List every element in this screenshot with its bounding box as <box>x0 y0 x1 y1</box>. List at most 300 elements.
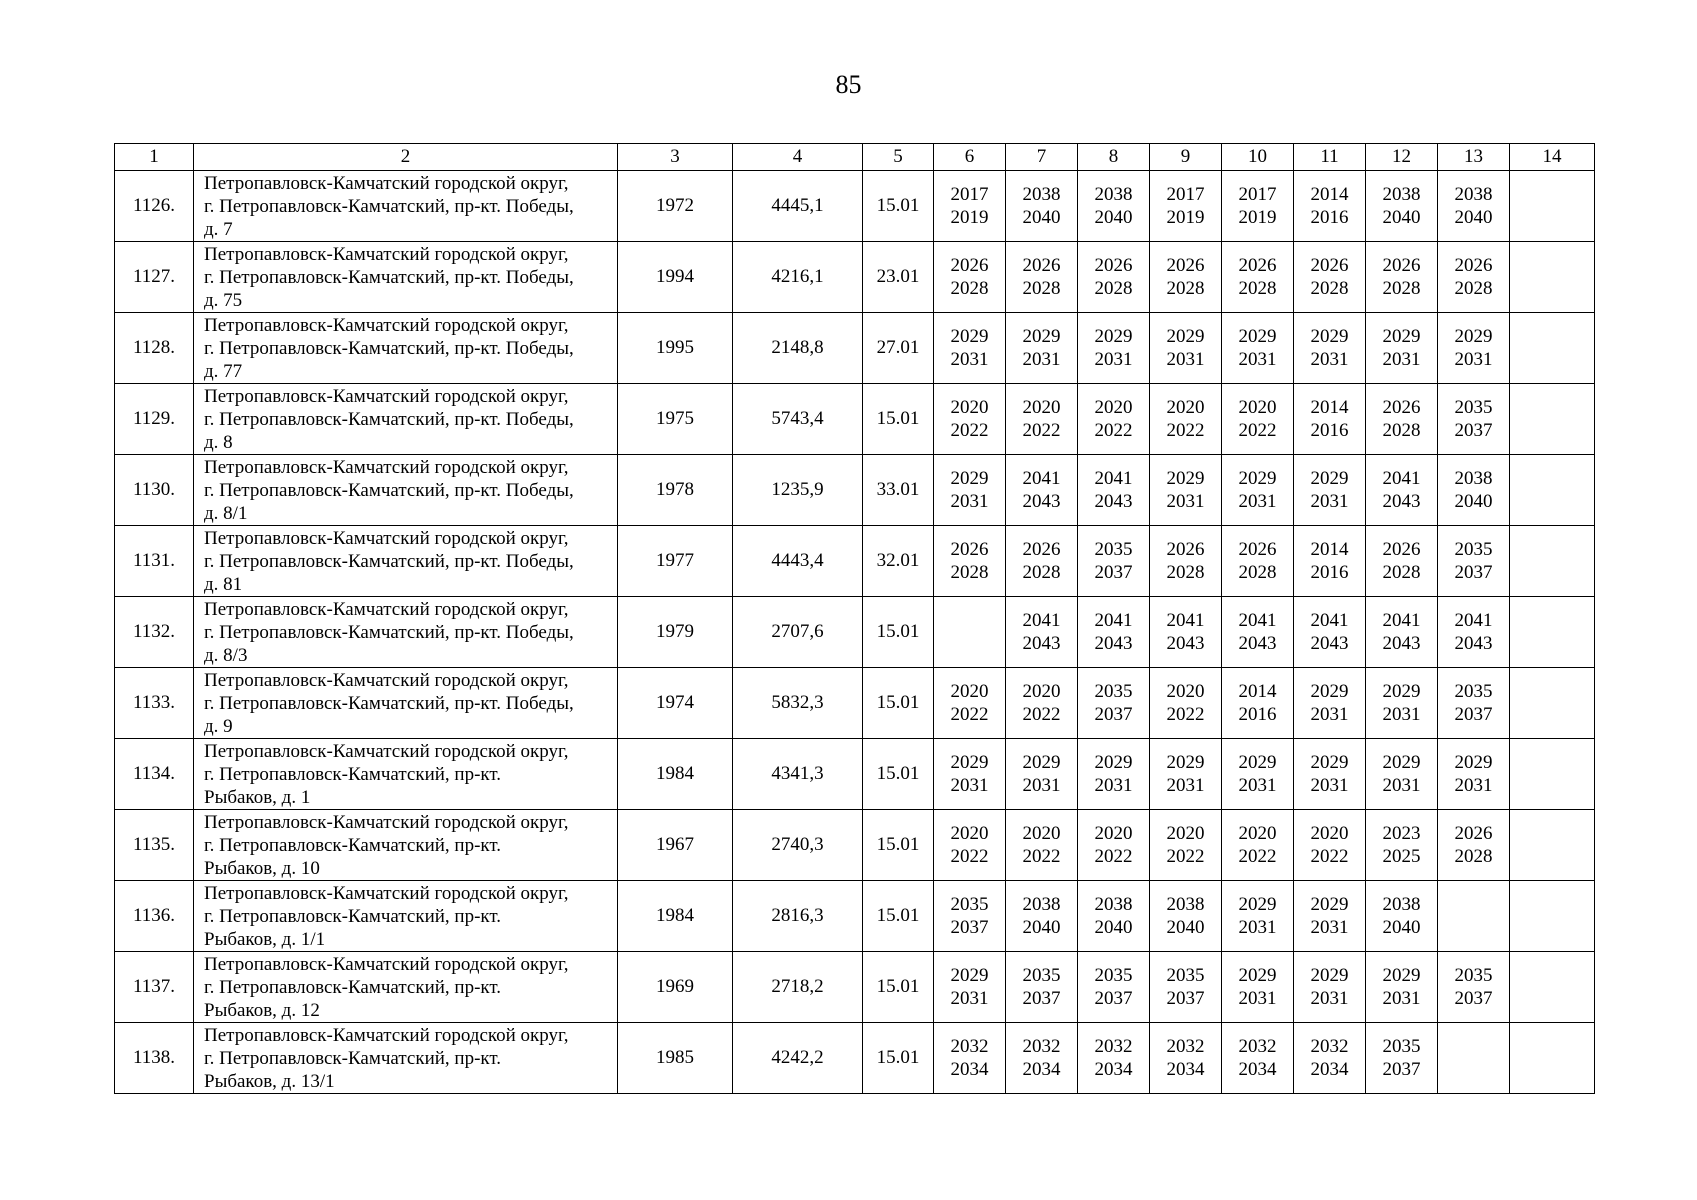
period-start-year: 2035 <box>1454 397 1493 418</box>
repair-period-13 <box>1438 597 1510 668</box>
repair-period-11 <box>1294 526 1366 597</box>
repair-period-8 <box>1078 597 1150 668</box>
period-end-year: 2040 <box>1022 207 1061 228</box>
address-cell <box>194 668 618 739</box>
period-start-year: 2014 <box>1238 681 1277 702</box>
period-end-year: 2037 <box>1094 704 1133 725</box>
address-line: г. Петропавловск-Камчатский, пр-кт. Победы, <box>204 692 574 714</box>
repair-period-7 <box>1006 384 1078 455</box>
address-line: Петропавловск-Камчатский городской округ, <box>204 314 569 336</box>
period-end-year: 2022 <box>1166 704 1205 725</box>
address-line: д. 8 <box>204 431 233 453</box>
period-end-year: 2028 <box>1166 562 1205 583</box>
address-cell <box>194 526 618 597</box>
period-end-year: 2043 <box>1094 633 1133 654</box>
period-end-year: 2028 <box>1022 562 1061 583</box>
header-row <box>115 144 1595 171</box>
period-end-year: 2022 <box>1094 420 1133 441</box>
build-year: 1967 <box>618 810 733 881</box>
total-area: 5743,4 <box>733 384 863 455</box>
column-header-7: 7 <box>1006 144 1078 171</box>
repair-period-13 <box>1438 739 1510 810</box>
column-14-cell <box>1510 242 1595 313</box>
period-start-year: 2029 <box>1094 752 1133 773</box>
period-start-year: 2020 <box>950 681 989 702</box>
period-end-year: 2031 <box>950 775 989 796</box>
table-row <box>115 242 1595 313</box>
period-end-year: 2031 <box>1238 349 1277 370</box>
address-line: Петропавловск-Камчатский городской округ, <box>204 1024 569 1046</box>
address-line: д. 75 <box>204 289 243 311</box>
period-end-year: 2040 <box>1382 207 1421 228</box>
repair-period-8 <box>1078 668 1150 739</box>
build-year: 1995 <box>618 313 733 384</box>
period-end-year: 2034 <box>1094 1059 1133 1080</box>
column-14-cell <box>1510 526 1595 597</box>
column-14-cell <box>1510 313 1595 384</box>
build-year: 1969 <box>618 952 733 1023</box>
period-start-year: 2029 <box>1022 326 1061 347</box>
period-start-year: 2029 <box>1454 326 1493 347</box>
period-end-year: 2031 <box>1166 349 1205 370</box>
repair-period-10 <box>1222 668 1294 739</box>
repair-period-10 <box>1222 810 1294 881</box>
period-start-year: 2026 <box>1238 255 1277 276</box>
repair-period-10 <box>1222 1023 1294 1094</box>
table-row <box>115 171 1595 242</box>
repair-period-10 <box>1222 739 1294 810</box>
build-year: 1984 <box>618 739 733 810</box>
period-start-year: 2035 <box>950 894 989 915</box>
period-start-year: 2026 <box>1382 397 1421 418</box>
repair-period-7 <box>1006 1023 1078 1094</box>
column-header-1: 1 <box>115 144 194 171</box>
address-line: д. 77 <box>204 360 243 382</box>
period-end-year: 2040 <box>1094 917 1133 938</box>
address-cell <box>194 242 618 313</box>
period-start-year: 2020 <box>1094 823 1133 844</box>
period-end-year: 2037 <box>1454 562 1493 583</box>
repair-period-11 <box>1294 455 1366 526</box>
period-end-year: 2031 <box>950 988 989 1009</box>
period-start-year: 2029 <box>1166 326 1205 347</box>
table-row <box>115 881 1595 952</box>
address-line: г. Петропавловск-Камчатский, пр-кт. <box>204 834 502 856</box>
period-start-year: 2020 <box>1166 397 1205 418</box>
period-end-year: 2016 <box>1238 704 1277 725</box>
period-start-year: 2029 <box>950 965 989 986</box>
address-line: г. Петропавловск-Камчатский, пр-кт. Победы, <box>204 408 574 430</box>
repair-period-9 <box>1150 952 1222 1023</box>
address-line: Рыбаков, д. 13/1 <box>204 1070 335 1092</box>
period-end-year: 2028 <box>1382 420 1421 441</box>
period-end-year: 2031 <box>1094 775 1133 796</box>
repair-period-7 <box>1006 526 1078 597</box>
column-14-cell <box>1510 810 1595 881</box>
period-start-year: 2026 <box>1310 255 1349 276</box>
column-header-4: 4 <box>733 144 863 171</box>
period-end-year: 2016 <box>1310 207 1349 228</box>
repair-period-13 <box>1438 171 1510 242</box>
address-cell <box>194 952 618 1023</box>
repair-period-7 <box>1006 952 1078 1023</box>
repair-period-8 <box>1078 313 1150 384</box>
repair-period-12 <box>1366 810 1438 881</box>
repair-period-13 <box>1438 384 1510 455</box>
repair-period-6 <box>934 313 1006 384</box>
repair-period-8 <box>1078 455 1150 526</box>
repair-period-9 <box>1150 810 1222 881</box>
table-row <box>115 384 1595 455</box>
period-end-year: 2031 <box>1166 775 1205 796</box>
repair-period-7 <box>1006 313 1078 384</box>
repair-period-12 <box>1366 455 1438 526</box>
address-line: Рыбаков, д. 12 <box>204 999 320 1021</box>
period-end-year: 2031 <box>950 491 989 512</box>
period-start-year: 2029 <box>1310 894 1349 915</box>
repair-period-6 <box>934 597 1006 668</box>
period-start-year: 2029 <box>1022 752 1061 773</box>
build-year: 1985 <box>618 1023 733 1094</box>
column-14-cell <box>1510 597 1595 668</box>
period-end-year: 2034 <box>1166 1059 1205 1080</box>
period-start-year: 2029 <box>1382 965 1421 986</box>
period-end-year: 2037 <box>1454 704 1493 725</box>
address-line: д. 9 <box>204 715 233 737</box>
table-row <box>115 526 1595 597</box>
address-line: д. 81 <box>204 573 243 595</box>
repair-period-11 <box>1294 597 1366 668</box>
period-end-year: 2043 <box>1166 633 1205 654</box>
period-start-year: 2020 <box>1166 681 1205 702</box>
period-end-year: 2043 <box>1022 633 1061 654</box>
period-end-year: 2028 <box>1382 562 1421 583</box>
address-line: Рыбаков, д. 1/1 <box>204 928 326 950</box>
period-end-year: 2028 <box>1238 562 1277 583</box>
total-area: 2707,6 <box>733 597 863 668</box>
period-end-year: 2031 <box>1094 349 1133 370</box>
repair-period-7 <box>1006 881 1078 952</box>
period-start-year: 2026 <box>1238 539 1277 560</box>
period-end-year: 2037 <box>1166 988 1205 1009</box>
column-14-cell <box>1510 171 1595 242</box>
period-end-year: 2040 <box>1454 491 1493 512</box>
period-start-year: 2041 <box>1382 610 1421 631</box>
period-start-year: 2038 <box>1022 894 1061 915</box>
structure-code: 15.01 <box>863 881 934 952</box>
repair-period-12 <box>1366 952 1438 1023</box>
period-end-year: 2031 <box>1310 988 1349 1009</box>
period-start-year: 2038 <box>1454 468 1493 489</box>
repair-period-10 <box>1222 171 1294 242</box>
repair-period-12 <box>1366 881 1438 952</box>
period-start-year: 2035 <box>1094 681 1133 702</box>
repair-period-9 <box>1150 881 1222 952</box>
period-start-year: 2026 <box>1166 255 1205 276</box>
period-start-year: 2029 <box>1238 965 1277 986</box>
total-area: 2816,3 <box>733 881 863 952</box>
address-line: г. Петропавловск-Камчатский, пр-кт. Победы, <box>204 337 574 359</box>
address-line: Рыбаков, д. 10 <box>204 857 320 879</box>
period-end-year: 2031 <box>1382 704 1421 725</box>
period-end-year: 2037 <box>1022 988 1061 1009</box>
address-line: Петропавловск-Камчатский городской округ, <box>204 243 569 265</box>
repair-period-11 <box>1294 881 1366 952</box>
address-line: г. Петропавловск-Камчатский, пр-кт. <box>204 976 502 998</box>
period-end-year: 2019 <box>1166 207 1205 228</box>
column-14-cell <box>1510 739 1595 810</box>
column-header-6: 6 <box>934 144 1006 171</box>
period-end-year: 2022 <box>950 704 989 725</box>
total-area: 4445,1 <box>733 171 863 242</box>
period-start-year: 2029 <box>1094 326 1133 347</box>
page-number: 85 <box>835 70 862 99</box>
repair-period-13 <box>1438 526 1510 597</box>
repair-period-12 <box>1366 384 1438 455</box>
repair-period-13 <box>1438 881 1510 952</box>
structure-code: 15.01 <box>863 384 934 455</box>
repair-period-10 <box>1222 313 1294 384</box>
period-start-year: 2029 <box>1310 681 1349 702</box>
build-year: 1984 <box>618 881 733 952</box>
period-start-year: 2041 <box>1022 468 1061 489</box>
period-end-year: 2043 <box>1238 633 1277 654</box>
repair-period-7 <box>1006 739 1078 810</box>
repair-period-9 <box>1150 739 1222 810</box>
column-header-12: 12 <box>1366 144 1438 171</box>
period-start-year: 2035 <box>1022 965 1061 986</box>
period-start-year: 2041 <box>1310 610 1349 631</box>
repair-period-12 <box>1366 313 1438 384</box>
period-start-year: 2029 <box>1238 326 1277 347</box>
repair-period-10 <box>1222 242 1294 313</box>
repair-period-8 <box>1078 242 1150 313</box>
period-end-year: 2031 <box>1310 491 1349 512</box>
total-area: 4242,2 <box>733 1023 863 1094</box>
period-start-year: 2014 <box>1310 539 1349 560</box>
structure-code: 15.01 <box>863 668 934 739</box>
repair-period-6 <box>934 526 1006 597</box>
period-start-year: 2035 <box>1382 1036 1421 1057</box>
table-body <box>115 171 1595 1094</box>
period-end-year: 2040 <box>1022 917 1061 938</box>
structure-code: 15.01 <box>863 739 934 810</box>
period-end-year: 2043 <box>1454 633 1493 654</box>
row-number: 1136. <box>115 881 194 952</box>
address-line: д. 8/3 <box>204 644 248 666</box>
repair-period-11 <box>1294 739 1366 810</box>
repair-period-11 <box>1294 668 1366 739</box>
column-14-cell <box>1510 881 1595 952</box>
period-start-year: 2038 <box>1166 894 1205 915</box>
period-end-year: 2031 <box>1310 704 1349 725</box>
repair-period-12 <box>1366 597 1438 668</box>
period-end-year: 2028 <box>1382 278 1421 299</box>
row-number: 1135. <box>115 810 194 881</box>
period-start-year: 2014 <box>1310 397 1349 418</box>
period-end-year: 2031 <box>1022 775 1061 796</box>
address-line: Петропавловск-Камчатский городской округ, <box>204 882 569 904</box>
period-start-year: 2038 <box>1022 184 1061 205</box>
period-start-year: 2029 <box>1454 752 1493 773</box>
period-start-year: 2035 <box>1454 681 1493 702</box>
period-end-year: 2043 <box>1310 633 1349 654</box>
structure-code: 23.01 <box>863 242 934 313</box>
period-end-year: 2022 <box>1022 420 1061 441</box>
period-start-year: 2020 <box>950 397 989 418</box>
address-line: г. Петропавловск-Камчатский, пр-кт. Победы, <box>204 550 574 572</box>
repair-period-13 <box>1438 242 1510 313</box>
address-line: Петропавловск-Камчатский городской округ, <box>204 456 569 478</box>
repair-period-13 <box>1438 952 1510 1023</box>
column-14-cell <box>1510 1023 1595 1094</box>
repair-period-9 <box>1150 171 1222 242</box>
row-number: 1131. <box>115 526 194 597</box>
period-start-year: 2020 <box>1022 681 1061 702</box>
period-start-year: 2041 <box>1166 610 1205 631</box>
period-end-year: 2040 <box>1094 207 1133 228</box>
period-start-year: 2020 <box>1022 397 1061 418</box>
period-end-year: 2034 <box>1022 1059 1061 1080</box>
repair-period-12 <box>1366 1023 1438 1094</box>
repair-period-9 <box>1150 242 1222 313</box>
period-start-year: 2026 <box>1382 539 1421 560</box>
period-end-year: 2031 <box>1166 491 1205 512</box>
period-end-year: 2028 <box>1454 846 1493 867</box>
repair-period-8 <box>1078 171 1150 242</box>
structure-code: 15.01 <box>863 171 934 242</box>
repair-period-12 <box>1366 242 1438 313</box>
total-area: 5832,3 <box>733 668 863 739</box>
period-start-year: 2041 <box>1094 610 1133 631</box>
period-start-year: 2026 <box>1022 539 1061 560</box>
period-end-year: 2028 <box>950 278 989 299</box>
period-start-year: 2029 <box>1238 894 1277 915</box>
period-start-year: 2026 <box>1022 255 1061 276</box>
period-start-year: 2017 <box>1166 184 1205 205</box>
period-start-year: 2017 <box>950 184 989 205</box>
period-start-year: 2020 <box>1022 823 1061 844</box>
repair-period-7 <box>1006 668 1078 739</box>
period-end-year: 2034 <box>1238 1059 1277 1080</box>
repair-period-11 <box>1294 952 1366 1023</box>
address-line: г. Петропавловск-Камчатский, пр-кт. Победы, <box>204 195 574 217</box>
column-header-13: 13 <box>1438 144 1510 171</box>
period-end-year: 2022 <box>1166 420 1205 441</box>
repair-period-13 <box>1438 1023 1510 1094</box>
period-end-year: 2034 <box>1310 1059 1349 1080</box>
address-line: г. Петропавловск-Камчатский, пр-кт. Победы, <box>204 621 574 643</box>
repair-period-10 <box>1222 597 1294 668</box>
period-end-year: 2028 <box>1238 278 1277 299</box>
repair-period-6 <box>934 1023 1006 1094</box>
row-number: 1129. <box>115 384 194 455</box>
row-number: 1126. <box>115 171 194 242</box>
table-row <box>115 313 1595 384</box>
address-line: д. 8/1 <box>204 502 248 524</box>
repair-period-7 <box>1006 171 1078 242</box>
column-header-10: 10 <box>1222 144 1294 171</box>
period-end-year: 2031 <box>1454 349 1493 370</box>
period-end-year: 2016 <box>1310 420 1349 441</box>
period-end-year: 2031 <box>1238 988 1277 1009</box>
column-header-3: 3 <box>618 144 733 171</box>
period-end-year: 2043 <box>1382 491 1421 512</box>
table-row <box>115 810 1595 881</box>
repair-period-9 <box>1150 597 1222 668</box>
period-start-year: 2029 <box>1310 468 1349 489</box>
repair-period-10 <box>1222 526 1294 597</box>
period-start-year: 2029 <box>1382 681 1421 702</box>
column-14-cell <box>1510 952 1595 1023</box>
repair-period-13 <box>1438 668 1510 739</box>
address-line: д. 7 <box>204 218 233 240</box>
repair-period-10 <box>1222 952 1294 1023</box>
repair-period-7 <box>1006 810 1078 881</box>
structure-code: 15.01 <box>863 810 934 881</box>
address-line: Петропавловск-Камчатский городской округ, <box>204 598 569 620</box>
period-start-year: 2014 <box>1310 184 1349 205</box>
structure-code: 15.01 <box>863 1023 934 1094</box>
period-end-year: 2022 <box>1238 420 1277 441</box>
repair-period-9 <box>1150 668 1222 739</box>
period-start-year: 2029 <box>1382 326 1421 347</box>
period-start-year: 2029 <box>1310 326 1349 347</box>
period-start-year: 2041 <box>1022 610 1061 631</box>
structure-code: 15.01 <box>863 952 934 1023</box>
repair-period-8 <box>1078 739 1150 810</box>
period-end-year: 2022 <box>950 420 989 441</box>
period-end-year: 2037 <box>1094 988 1133 1009</box>
table-row <box>115 455 1595 526</box>
repair-period-8 <box>1078 810 1150 881</box>
repair-period-13 <box>1438 313 1510 384</box>
period-start-year: 2026 <box>950 539 989 560</box>
period-start-year: 2020 <box>950 823 989 844</box>
period-end-year: 2037 <box>1454 988 1493 1009</box>
build-year: 1972 <box>618 171 733 242</box>
repair-period-11 <box>1294 1023 1366 1094</box>
housing-registry-table <box>114 143 1595 1094</box>
period-start-year: 2038 <box>1382 184 1421 205</box>
address-line: Петропавловск-Камчатский городской округ, <box>204 740 569 762</box>
period-end-year: 2022 <box>1238 846 1277 867</box>
total-area: 4216,1 <box>733 242 863 313</box>
period-end-year: 2043 <box>1022 491 1061 512</box>
period-start-year: 2038 <box>1094 184 1133 205</box>
address-line: Петропавловск-Камчатский городской округ, <box>204 172 569 194</box>
structure-code: 33.01 <box>863 455 934 526</box>
period-end-year: 2028 <box>1166 278 1205 299</box>
row-number: 1134. <box>115 739 194 810</box>
repair-period-12 <box>1366 171 1438 242</box>
row-number: 1127. <box>115 242 194 313</box>
period-start-year: 2026 <box>1454 255 1493 276</box>
period-end-year: 2037 <box>1382 1059 1421 1080</box>
period-start-year: 2029 <box>950 326 989 347</box>
period-end-year: 2037 <box>1454 420 1493 441</box>
repair-period-7 <box>1006 455 1078 526</box>
repair-period-8 <box>1078 881 1150 952</box>
period-start-year: 2035 <box>1094 539 1133 560</box>
repair-period-8 <box>1078 384 1150 455</box>
period-end-year: 2022 <box>950 846 989 867</box>
period-start-year: 2026 <box>950 255 989 276</box>
structure-code: 15.01 <box>863 597 934 668</box>
row-number: 1130. <box>115 455 194 526</box>
repair-period-8 <box>1078 1023 1150 1094</box>
period-start-year: 2041 <box>1238 610 1277 631</box>
